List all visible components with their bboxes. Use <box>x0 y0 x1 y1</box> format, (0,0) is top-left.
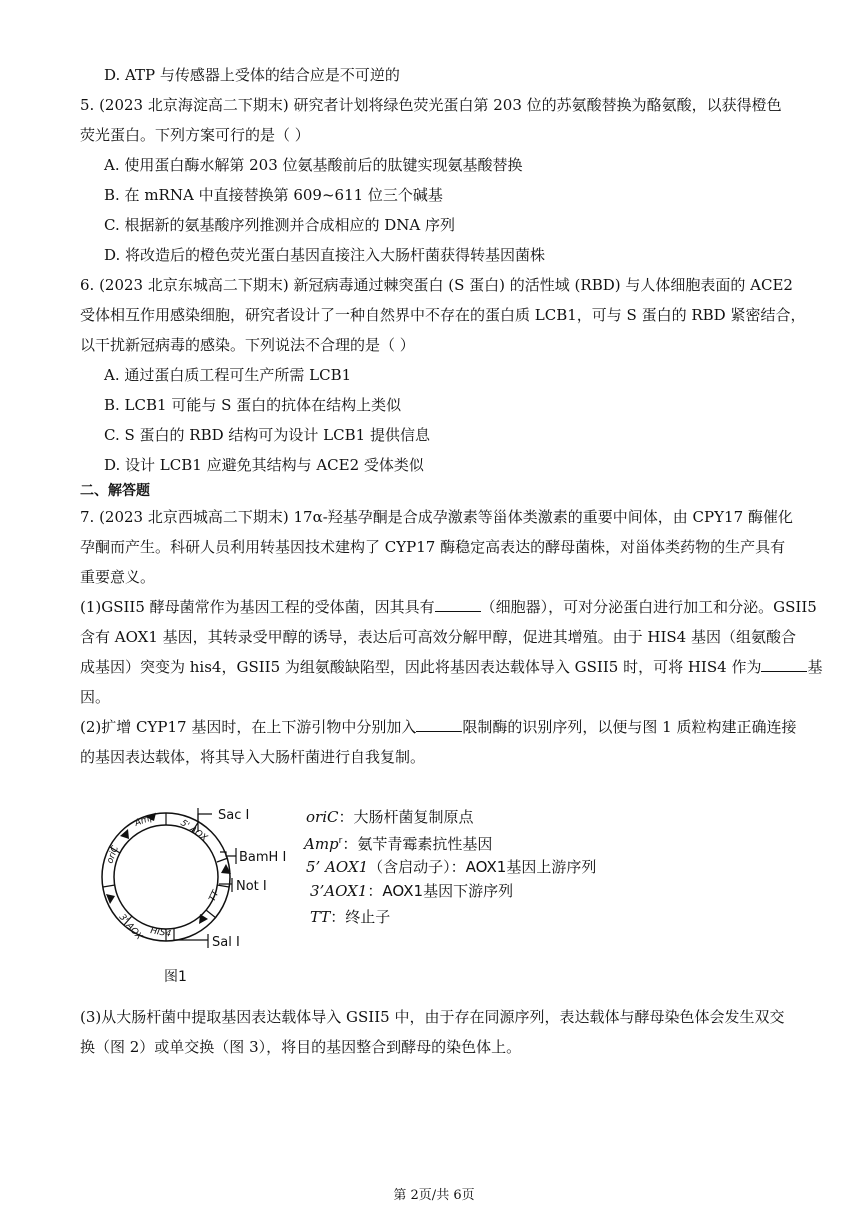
legend-tt <box>310 906 390 928</box>
q7-part1-text-d: 基 <box>807 658 823 676</box>
q7-part1-line-1 <box>80 596 817 618</box>
q7-part1-text-c: 成基因）突变为 his4，GSII5 为组氨酸缺陷型，因此将基因表达载体导入 GSII5 时，可将 HIS4 作为 <box>80 658 762 676</box>
segment-divider <box>103 885 115 887</box>
q5-option-c: C. 根据新的氨基酸序列推测并合成相应的 DNA 序列 <box>104 216 456 234</box>
legend-aox3-desc: ：AOX1基因下游序列 <box>367 882 514 900</box>
q6-option-b: B. LCB1 可能与 S 蛋白的抗体在结构上类似 <box>104 396 402 414</box>
q7-part3-line-1: (3)从大肠杆菌中提取基因表达载体导入 GSII5 中，由于存在同源序列，表达载体与酵母染色体会发生双交 <box>80 1008 785 1026</box>
page-footer: 第 2页/共 6页 <box>393 1188 475 1203</box>
q6-stem-line-3: 以干扰新冠病毒的感染。下列说法不合理的是（ ） <box>80 336 415 354</box>
q5-option-d: D. 将改造后的橙色荧光蛋白基因直接注入大肠杆菌获得转基因菌株 <box>104 246 546 264</box>
q6-stem-line-2: 受体相互作用感染细胞，研究者设计了一种自然界中不存在的蛋白质 LCB1，可与 S 蛋白的 RBD 紧密结合， <box>80 306 806 324</box>
legend-amp-sup: r <box>338 836 343 846</box>
figure1-caption: 图1 <box>164 969 187 985</box>
legend-oric <box>306 806 474 828</box>
direction-arrow-icon <box>199 914 208 924</box>
site-label-bamh: BamH I <box>239 850 287 865</box>
q6-option-c: C. S 蛋白的 RBD 结构可为设计 LCB1 提供信息 <box>104 426 430 444</box>
q7-part2-line-1 <box>80 716 796 738</box>
q6-stem-line-1: 6. (2023 北京东城高二下期末) 新冠病毒通过棘突蛋白 (S 蛋白) 的活性域 (RBD) 与人体细胞表面的 ACE2 <box>80 276 793 294</box>
q7-part2-text-a: (2)扩增 CYP17 基因时，在上下游引物中分别加入 <box>80 718 417 736</box>
legend-tt-term: TT <box>310 908 331 926</box>
q5-option-a: A. 使用蛋白酶水解第 203 位氨基酸前后的肽键实现氨基酸替换 <box>104 156 523 174</box>
site-leader-bamh <box>220 852 236 856</box>
site-label-sal: Sal I <box>212 935 240 950</box>
legend-amp-term: Amp <box>304 835 339 853</box>
segment-divider <box>206 910 216 918</box>
answer-blank-marker-gene[interactable] <box>761 657 807 672</box>
q7-part1-line-3 <box>80 656 822 678</box>
q7-part1-line-2: 含有 AOX1 基因，其转录受甲醇的诱导，表达后可高效分解甲醇，促进其增殖。由于 HIS4 基因（组氨酸合 <box>80 628 796 646</box>
legend-aox5-term: 5’ AOX1 <box>306 858 369 876</box>
ring-label-aox3: 3' AOX <box>116 912 144 943</box>
q7-part1-text-a: (1)GSII5 酵母菌常作为基因工程的受体菌，因其具有 <box>80 598 435 616</box>
legend-tt-desc: ：终止子 <box>330 908 391 926</box>
q7-part2-line-2: 的基因表达载体，将其导入大肠杆菌进行自我复制。 <box>80 748 426 766</box>
ring-label-tt: TT <box>207 889 222 904</box>
legend-oric-desc: ：大肠杆菌复制原点 <box>338 808 474 826</box>
ring-label-oric: oriC <box>105 844 121 866</box>
legend-aox3-term: 3’AOX1 <box>310 882 368 900</box>
q7-stem-line-1: 7. (2023 北京西城高二下期末) 17α-羟基孕酮是合成孕激素等甾体类激素的重要中间体，由 CPY17 酶催化 <box>80 508 793 526</box>
legend-aox3 <box>310 880 513 902</box>
q4-option-d: D. ATP 与传感器上受体的结合应是不可逆的 <box>104 66 400 84</box>
q7-part1-text-b: （细胞器），可对分泌蛋白进行加工和分泌。GSII5 <box>480 598 817 616</box>
segment-divider <box>217 885 229 887</box>
figure1-plasmid-map <box>86 794 306 954</box>
q6-option-d: D. 设计 LCB1 应避免其结构与 ACE2 受体类似 <box>104 456 424 474</box>
q7-part3-line-2: 换（图 2）或单交换（图 3），将目的基因整合到酵母的染色体上。 <box>80 1038 522 1056</box>
ring-label-amp: Ampʳ <box>133 811 159 829</box>
q5-stem-line-1: 5. (2023 北京海淀高二下期末) 研究者计划将绿色荧光蛋白第 203 位的苏氨酸替换为酪氨酸，以获得橙色 <box>80 96 782 114</box>
section-title: 二、解答题 <box>80 483 150 499</box>
q7-part2-text-b: 限制酶的识别序列，以便与图 1 质粒构建正确连接 <box>462 718 797 736</box>
legend-amp-desc: ：氨苄青霉素抗性基因 <box>342 835 493 853</box>
ring-label-his4: HIS4 <box>149 926 172 940</box>
legend-amp <box>304 830 492 855</box>
legend-aox5 <box>306 856 596 878</box>
site-label-not: Not I <box>236 879 267 894</box>
q6-option-a: A. 通过蛋白质工程可生产所需 LCB1 <box>104 366 352 384</box>
answer-blank-restriction-enzyme[interactable] <box>416 717 462 732</box>
segment-divider <box>217 858 228 862</box>
q7-stem-line-2: 孕酮而产生。科研人员利用转基因技术建构了 CYP17 酶稳定高表达的酵母菌株，对甾体类药物的生产具有 <box>80 538 786 556</box>
ring-label-aox5: 5' AOX <box>178 818 209 844</box>
legend-aox5-desc: （含启动子）：AOX1基因上游序列 <box>368 858 597 876</box>
q7-part1-line-4: 因。 <box>80 688 111 706</box>
q5-stem-line-2: 荧光蛋白。下列方案可行的是（ ） <box>80 126 310 144</box>
answer-blank-organelle[interactable] <box>435 597 481 612</box>
q7-stem-line-3: 重要意义。 <box>80 568 156 586</box>
q5-option-b: B. 在 mRNA 中直接替换第 609~611 位三个碱基 <box>104 186 443 204</box>
legend-oric-term: oriC <box>306 808 339 826</box>
site-label-sac: Sac I <box>218 808 250 823</box>
